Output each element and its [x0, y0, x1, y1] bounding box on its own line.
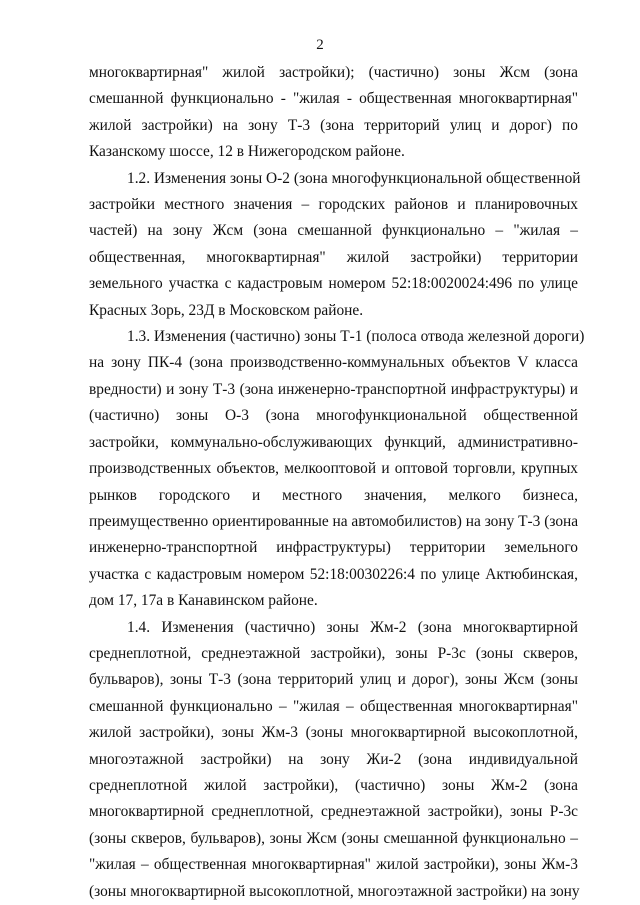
text-line: многоквартирная" жилой застройки); (частично) зоны Жсм (зона [89, 64, 578, 81]
text-line: земельного участка с кадастровым номером 52:18:0020024:496 по улице [89, 275, 578, 293]
text-line: частей) на зону Жсм (зона смешанной функционально – "жилая – [89, 222, 578, 240]
text-line: среднеплотной, среднеэтажной застройки), зоны Р-3с (зоны скверов, [89, 644, 578, 662]
text-line: застройки местного значения – городских районов и планировочных [89, 196, 578, 214]
text-line: бульваров), зоны Т-3 (зона территорий улиц и дорог), зоны Жсм (зоны [89, 671, 578, 689]
text-line: жилой застройки) на зону Т-3 (зона территорий улиц и дорог) по [89, 116, 578, 134]
text-line: дом 17, 17а в Канавинском районе. [89, 592, 318, 610]
paragraph-item-1-3 [89, 324, 585, 614]
text-line: (зоны скверов, бульваров), зоны Жсм (зоны смешанной функционально – [89, 829, 578, 847]
document-body [89, 60, 585, 905]
text-line: смешанной функционально – "жилая – общественная многоквартирная" [89, 697, 578, 715]
text-line: жилой застройки), зоны Жм-3 (зоны многоквартирной высокоплотной, [89, 724, 578, 742]
text-line: многоэтажной застройки) на зону Жи-2 (зона индивидуальной [89, 750, 578, 768]
text-line: (частично) зоны О-3 (зона многофункциональной общественной [89, 407, 578, 425]
text-line: вредности) и зону Т-3 (зона инженерно-транспортной инфраструктуры) и [89, 380, 578, 398]
paragraph-item-1-4 [89, 615, 578, 905]
text-line: преимущественно ориентированные на автомобилистов) на зону Т-3 (зона [89, 512, 579, 530]
text-line: смешанной функционально - "жилая - общественная многоквартирная" [89, 90, 578, 108]
text-line: участка с кадастровым номером 52:18:0030226:4 по улице Актюбинская, [89, 565, 578, 583]
text-line: многоквартирной среднеплотной, среднеэтажной застройки), зоны Р-3с [89, 803, 578, 821]
text-line: рынков городского и местного значения, мелкого бизнеса, [89, 486, 578, 504]
text-line: 1.3. Изменения (частично) зоны Т-1 (полоса отвода железной дороги) [127, 328, 585, 346]
text-line: 1.4. Изменения (частично) зоны Жм-2 (зона многоквартирной [127, 618, 578, 636]
text-line: производственных объектов, мелкооптовой и оптовой торговли, крупных [89, 460, 578, 478]
paragraph-continuation [89, 60, 578, 166]
text-line: инженерно-транспортной инфраструктуры) территории земельного [89, 539, 578, 557]
page-number: 2 [316, 37, 324, 53]
text-line: Казанскому шоссе, 12 в Нижегородском районе. [89, 143, 405, 161]
text-line: застройки, коммунально-обслуживающих функций, административно- [89, 433, 578, 451]
paragraph-item-1-2 [89, 166, 581, 324]
text-line: "жилая – общественная многоквартирная" жилой застройки), зоны Жм-3 [89, 856, 578, 874]
text-line: 1.2. Изменения зоны О-2 (зона многофункциональной общественной [127, 169, 581, 187]
text-line: Красных Зорь, 23Д в Московском районе. [89, 301, 364, 319]
text-line: (зоны многоквартирной высокоплотной, многоэтажной застройки) на зону [89, 882, 580, 900]
text-line: общественная, многоквартирная" жилой застройки) территории [89, 248, 578, 266]
text-line: среднеплотной жилой застройки), (частично) зоны Жм-2 (зона [89, 776, 578, 794]
text-line: на зону ПК-4 (зона производственно-коммунальных объектов V класса [89, 354, 578, 372]
